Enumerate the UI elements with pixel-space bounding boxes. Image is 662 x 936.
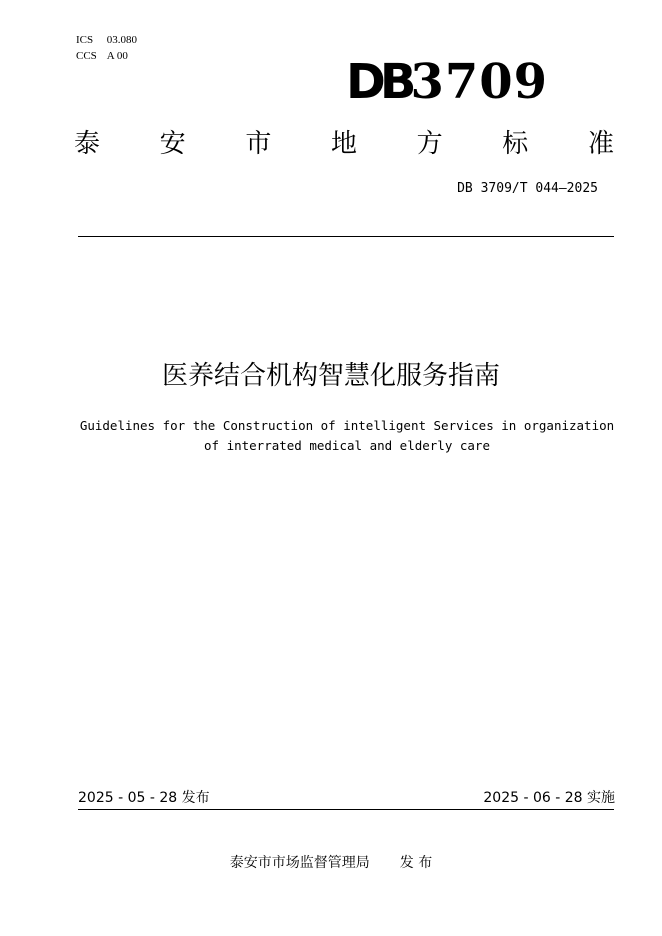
issuing-authority: [0, 854, 662, 872]
publish-date: 2025 - 05 - 28 发布: [78, 790, 210, 806]
db-standard-logo: [346, 56, 566, 108]
db-code: 3709: [410, 54, 549, 110]
issuer-name: 泰安市市场监督管理局: [229, 855, 370, 871]
ccs-row: [76, 48, 137, 64]
standard-type-char: 地: [330, 129, 357, 159]
issuer-action: 发 布: [399, 855, 433, 871]
ics-label: ICS: [76, 34, 94, 46]
standard-number: DB 3709/T 044—2025: [457, 181, 598, 196]
english-title-line-2: of interrated medical and elderly care: [204, 438, 490, 453]
standard-type-char: 市: [245, 129, 272, 159]
standard-type-char: 泰: [74, 129, 101, 159]
ics-code: 03.080: [106, 34, 137, 46]
standard-type-char: 方: [416, 129, 443, 159]
implementation-date: 2025 - 06 - 28 实施: [483, 790, 615, 806]
classification-codes: [76, 32, 137, 64]
standard-type-char: 安: [159, 129, 186, 159]
standard-type-char: 准: [587, 129, 614, 159]
ccs-label: CCS: [76, 50, 97, 62]
english-title-line-1: Guidelines for the Construction of intelligent Services in organization: [79, 418, 615, 433]
document-title-english: [72, 416, 622, 456]
db-prefix: DB: [346, 54, 411, 110]
document-title-chinese: 医养结合机构智慧化服务指南: [161, 361, 500, 391]
ics-row: [76, 32, 137, 48]
top-divider: [78, 236, 614, 237]
ccs-code: A 00: [106, 50, 128, 62]
standard-type-char: 标: [502, 129, 529, 159]
bottom-divider: [78, 809, 614, 810]
standard-type-heading: [74, 126, 614, 162]
